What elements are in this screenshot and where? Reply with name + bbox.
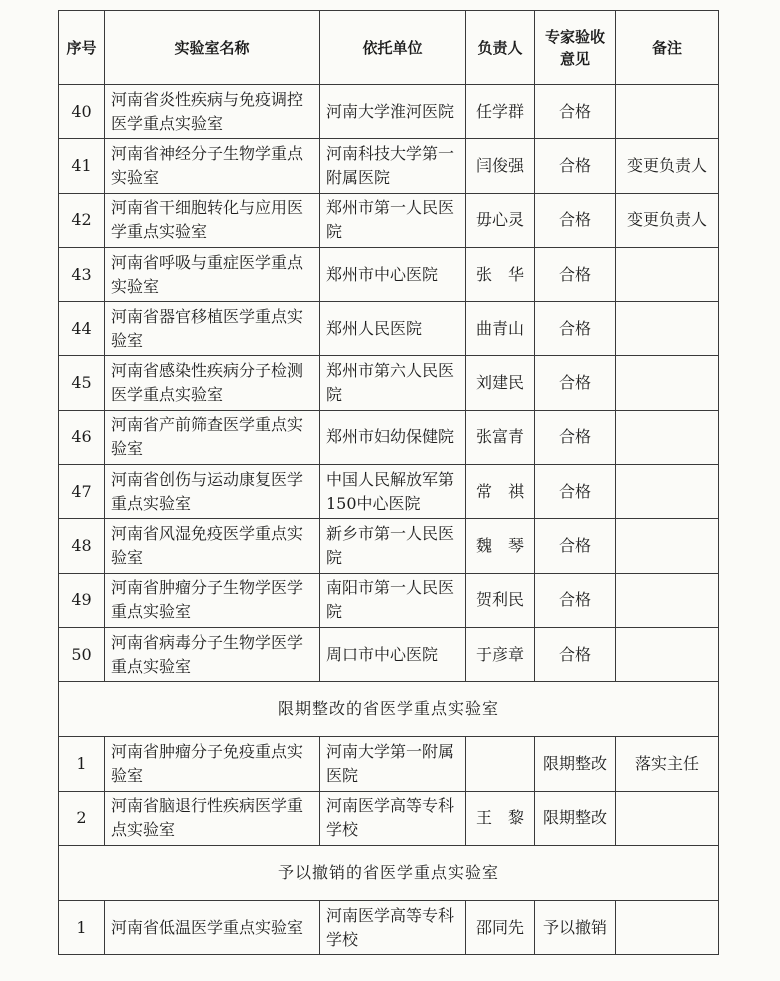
- table-row: [59, 302, 719, 356]
- header-unit: 依托单位: [320, 11, 466, 85]
- leader-name-cell: 邵同先: [466, 900, 535, 954]
- leader-name-cell: 张富青: [466, 410, 535, 464]
- table-row: [59, 791, 719, 845]
- expert-opinion-cell: 合格: [535, 247, 616, 301]
- remark-cell: 变更负责人: [616, 193, 719, 247]
- expert-opinion-cell: 合格: [535, 627, 616, 681]
- table-row: [59, 139, 719, 193]
- remark-cell: 落实主任: [616, 737, 719, 791]
- lab-name-cell: 河南省创伤与运动康复医学重点实验室: [105, 465, 320, 519]
- header-opinion: 专家验收意见: [535, 11, 616, 85]
- remark-cell: [616, 627, 719, 681]
- lab-name-cell: 河南省产前筛查医学重点实验室: [105, 410, 320, 464]
- leader-name-cell: 张 华: [466, 247, 535, 301]
- table-row: [59, 519, 719, 573]
- lab-acceptance-table: [58, 10, 719, 955]
- expert-opinion-cell: 合格: [535, 139, 616, 193]
- table-header-row: [59, 11, 719, 85]
- host-unit-cell: 郑州市第六人民医院: [320, 356, 466, 410]
- table-row: [59, 193, 719, 247]
- leader-name-cell: 刘建民: [466, 356, 535, 410]
- lab-name-cell: 河南省病毒分子生物学医学重点实验室: [105, 627, 320, 681]
- table-row: [59, 410, 719, 464]
- remark-cell: [616, 85, 719, 139]
- leader-name-cell: 于彦章: [466, 627, 535, 681]
- expert-opinion-cell: 予以撤销: [535, 900, 616, 954]
- table-row: [59, 737, 719, 791]
- row-no-cell: 45: [59, 356, 105, 410]
- remark-cell: [616, 465, 719, 519]
- host-unit-cell: 河南大学淮河医院: [320, 85, 466, 139]
- expert-opinion-cell: 限期整改: [535, 737, 616, 791]
- leader-name-cell: 闫俊强: [466, 139, 535, 193]
- lab-name-cell: 河南省肿瘤分子免疫重点实验室: [105, 737, 320, 791]
- row-no-cell: 49: [59, 573, 105, 627]
- leader-name-cell: 曲青山: [466, 302, 535, 356]
- leader-name-cell: 王 黎: [466, 791, 535, 845]
- section-title: 予以撤销的省医学重点实验室: [59, 845, 719, 900]
- row-no-cell: 2: [59, 791, 105, 845]
- remark-cell: 变更负责人: [616, 139, 719, 193]
- expert-opinion-cell: 合格: [535, 85, 616, 139]
- lab-name-cell: 河南省脑退行性疾病医学重点实验室: [105, 791, 320, 845]
- host-unit-cell: 郑州市妇幼保健院: [320, 410, 466, 464]
- header-leader: 负责人: [466, 11, 535, 85]
- expert-opinion-cell: 合格: [535, 302, 616, 356]
- host-unit-cell: 新乡市第一人民医院: [320, 519, 466, 573]
- host-unit-cell: 郑州市中心医院: [320, 247, 466, 301]
- row-no-cell: 41: [59, 139, 105, 193]
- remark-cell: [616, 519, 719, 573]
- host-unit-cell: 河南医学高等专科学校: [320, 791, 466, 845]
- remark-cell: [616, 900, 719, 954]
- header-name: 实验室名称: [105, 11, 320, 85]
- table-row: [59, 627, 719, 681]
- row-no-cell: 1: [59, 900, 105, 954]
- expert-opinion-cell: 合格: [535, 356, 616, 410]
- lab-name-cell: 河南省神经分子生物学重点实验室: [105, 139, 320, 193]
- remark-cell: [616, 247, 719, 301]
- row-no-cell: 47: [59, 465, 105, 519]
- row-no-cell: 1: [59, 737, 105, 791]
- leader-name-cell: 常 祺: [466, 465, 535, 519]
- host-unit-cell: 郑州市第一人民医院: [320, 193, 466, 247]
- leader-name-cell: [466, 737, 535, 791]
- table-row: [59, 356, 719, 410]
- leader-name-cell: 毋心灵: [466, 193, 535, 247]
- remark-cell: [616, 410, 719, 464]
- lab-name-cell: 河南省炎性疾病与免疫调控医学重点实验室: [105, 85, 320, 139]
- section-title: 限期整改的省医学重点实验室: [59, 682, 719, 737]
- section-rectify-header: [59, 682, 719, 737]
- host-unit-cell: 河南医学高等专科学校: [320, 900, 466, 954]
- row-no-cell: 42: [59, 193, 105, 247]
- table-row: [59, 465, 719, 519]
- row-no-cell: 46: [59, 410, 105, 464]
- row-no-cell: 43: [59, 247, 105, 301]
- header-no: 序号: [59, 11, 105, 85]
- lab-name-cell: 河南省低温医学重点实验室: [105, 900, 320, 954]
- lab-name-cell: 河南省感染性疾病分子检测医学重点实验室: [105, 356, 320, 410]
- row-no-cell: 40: [59, 85, 105, 139]
- section-revoke-header: [59, 845, 719, 900]
- table-body: [59, 85, 719, 955]
- lab-name-cell: 河南省肿瘤分子生物学医学重点实验室: [105, 573, 320, 627]
- host-unit-cell: 南阳市第一人民医院: [320, 573, 466, 627]
- leader-name-cell: 魏 琴: [466, 519, 535, 573]
- table-row: [59, 900, 719, 954]
- table-row: [59, 247, 719, 301]
- table-row: [59, 573, 719, 627]
- host-unit-cell: 郑州人民医院: [320, 302, 466, 356]
- table-row: [59, 85, 719, 139]
- remark-cell: [616, 573, 719, 627]
- expert-opinion-cell: 合格: [535, 573, 616, 627]
- row-no-cell: 44: [59, 302, 105, 356]
- remark-cell: [616, 356, 719, 410]
- expert-opinion-cell: 合格: [535, 193, 616, 247]
- row-no-cell: 48: [59, 519, 105, 573]
- lab-name-cell: 河南省器官移植医学重点实验室: [105, 302, 320, 356]
- expert-opinion-cell: 限期整改: [535, 791, 616, 845]
- lab-name-cell: 河南省呼吸与重症医学重点实验室: [105, 247, 320, 301]
- leader-name-cell: 贺利民: [466, 573, 535, 627]
- lab-name-cell: 河南省风湿免疫医学重点实验室: [105, 519, 320, 573]
- header-remark: 备注: [616, 11, 719, 85]
- lab-name-cell: 河南省干细胞转化与应用医学重点实验室: [105, 193, 320, 247]
- expert-opinion-cell: 合格: [535, 410, 616, 464]
- leader-name-cell: 任学群: [466, 85, 535, 139]
- row-no-cell: 50: [59, 627, 105, 681]
- host-unit-cell: 河南科技大学第一附属医院: [320, 139, 466, 193]
- expert-opinion-cell: 合格: [535, 465, 616, 519]
- host-unit-cell: 周口市中心医院: [320, 627, 466, 681]
- remark-cell: [616, 791, 719, 845]
- host-unit-cell: 中国人民解放军第150中心医院: [320, 465, 466, 519]
- host-unit-cell: 河南大学第一附属医院: [320, 737, 466, 791]
- remark-cell: [616, 302, 719, 356]
- expert-opinion-cell: 合格: [535, 519, 616, 573]
